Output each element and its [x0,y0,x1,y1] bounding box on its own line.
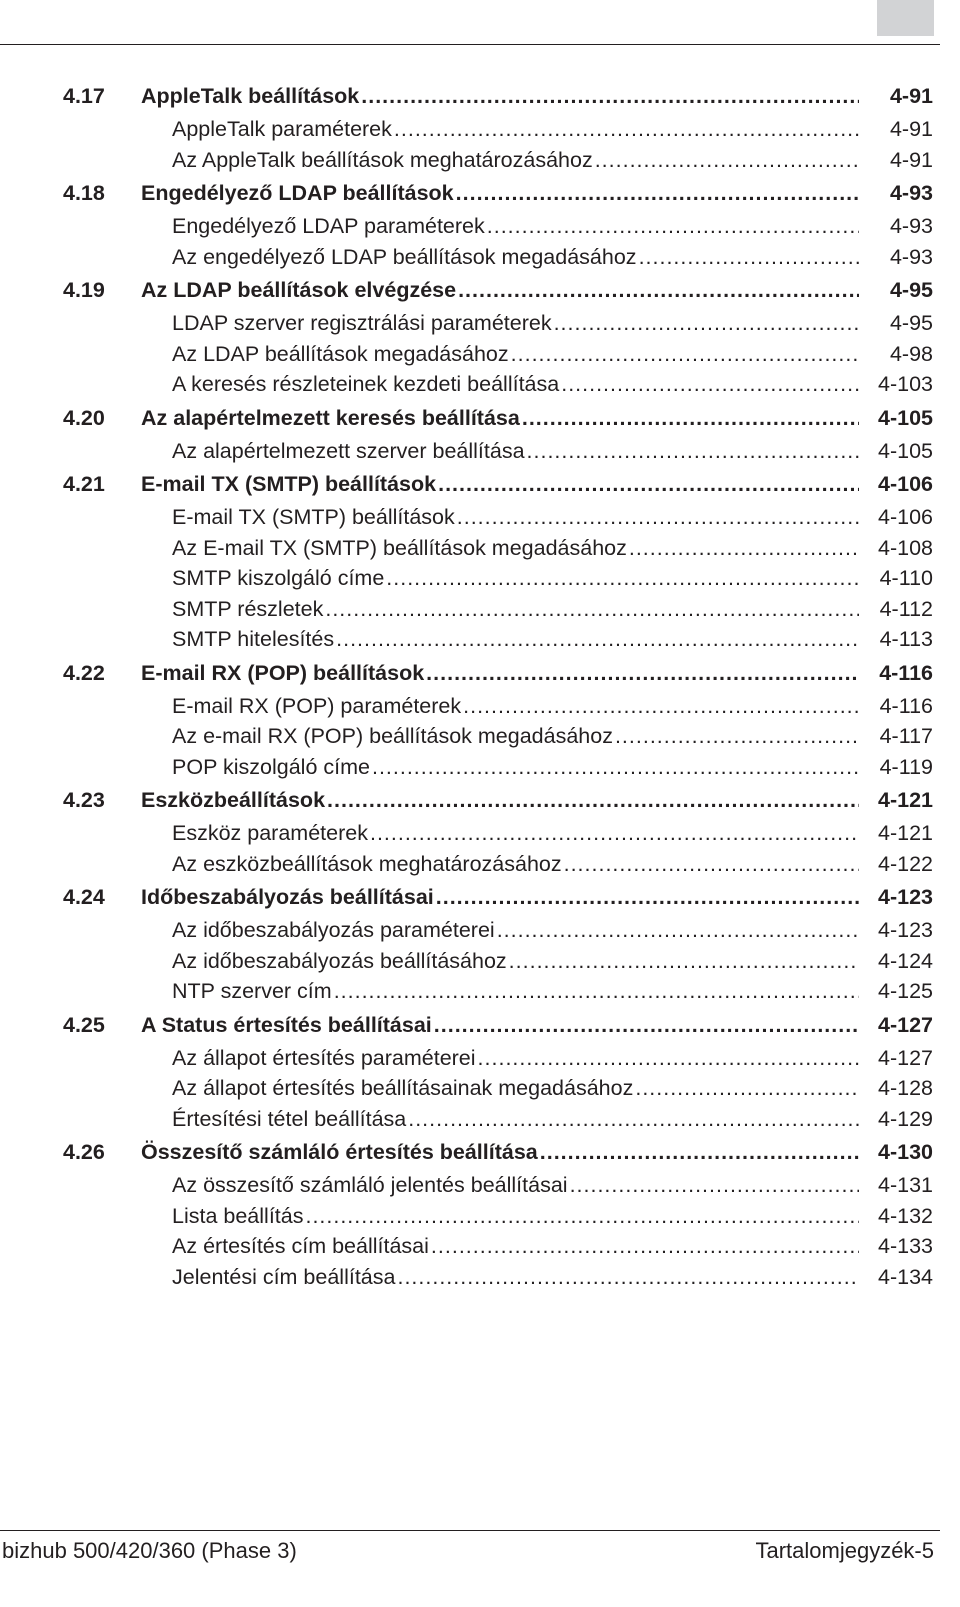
toc-entry[interactable] [63,1046,933,1077]
dot-leader [564,852,859,877]
footer-product-name: bizhub 500/420/360 (Phase 3) [2,1538,297,1563]
entry-title: Lista beállítás [172,1203,304,1228]
page-number: 4-93 [889,214,933,238]
toc-heading[interactable] [63,788,933,821]
page-number: 4-121 [878,821,933,845]
toc-entry[interactable] [63,1173,933,1204]
toc-section-4-23 [63,788,933,882]
toc-heading[interactable] [63,1140,933,1173]
entry-title: Az E-mail TX (SMTP) beállítások megadásához [172,535,627,560]
dot-leader [635,1076,859,1101]
entry-title: Az értesítés cím beállításai [172,1234,429,1258]
page-number: 4-91 [889,147,933,172]
page-number: 4-117 [879,724,933,748]
footer-rule [0,1530,940,1531]
section-title: Az alapértelmezett keresés beállítása [141,405,520,430]
toc-entry[interactable] [63,597,933,628]
dot-leader [305,1204,859,1229]
page-number: 4-112 [879,596,933,621]
entry-title: A keresés részleteinek kezdeti beállítása [172,372,560,396]
dot-leader [570,1173,859,1198]
page-number: 4-106 [878,505,933,529]
dot-leader [334,979,859,1004]
dot-leader [522,406,859,431]
dot-leader [540,1140,859,1165]
section-title: E-mail TX (SMTP) beállítások [141,472,437,496]
entry-title: Az állapot értesítés beállításainak megadásához [172,1076,634,1100]
entry-title: Engedélyező LDAP paraméterek [172,214,485,238]
toc-entry[interactable] [63,1265,933,1296]
page-number: 4-130 [878,1140,933,1164]
page-number: 4-93 [889,181,933,205]
dot-leader [434,1013,859,1038]
toc-heading[interactable] [63,278,933,311]
page-number: 4-127 [878,1045,933,1070]
page-number: 4-110 [879,566,933,590]
section-number: 4.18 [63,181,105,205]
toc-entry[interactable] [63,1234,933,1265]
page-number: 4-134 [878,1264,933,1289]
page-number: 4-129 [878,1106,933,1131]
page-number: 4-121 [878,788,933,812]
entry-title: Az állapot értesítés paraméterei [172,1045,476,1070]
dot-leader [458,278,859,303]
toc-heading[interactable] [63,885,933,918]
entry-title: Az összesítő számláló jelentés beállításai [172,1173,568,1197]
section-title: E-mail RX (POP) beállítások [141,660,425,685]
dot-leader [436,885,859,910]
section-title: A Status értesítés beállításai [141,1012,432,1037]
dot-leader [509,949,859,974]
section-title: Összesítő számláló értesítés beállítása [141,1140,538,1164]
dot-leader [595,148,859,173]
page-number: 4-105 [878,438,933,463]
page-number: 4-91 [889,84,933,108]
toc-entry[interactable] [63,214,933,245]
toc-entry[interactable] [63,566,933,597]
dot-leader [394,117,859,142]
page-number: 4-95 [889,311,933,335]
dot-leader [527,439,859,464]
toc-entry[interactable] [63,694,933,725]
toc-section-4-21 [63,472,933,658]
page-number: 4-122 [878,851,933,876]
toc-heading[interactable] [63,84,933,117]
toc-entry[interactable] [63,1204,933,1235]
toc-entry[interactable] [63,311,933,342]
entry-title: Eszköz paraméterek [172,821,368,845]
section-number: 4.20 [63,405,105,430]
toc-entry[interactable] [63,245,933,276]
dot-leader [370,821,859,846]
page-number: 4-103 [878,372,933,396]
dot-leader [554,311,859,336]
dot-leader [463,694,859,719]
toc-heading[interactable] [63,661,933,694]
toc-entry[interactable] [63,979,933,1010]
entry-title: LDAP szerver regisztrálási paraméterek [172,311,552,335]
section-number: 4.23 [63,788,105,812]
dot-leader [426,661,859,686]
entry-title: POP kiszolgáló címe [172,754,370,779]
dot-leader [325,597,859,622]
entry-title: Az AppleTalk beállítások meghatározásához [172,147,593,172]
section-number: 4.21 [63,472,105,496]
page-corner-tab [877,0,934,36]
entry-title: SMTP hitelesítés [172,627,335,651]
entry-title: E-mail RX (POP) paraméterek [172,693,462,718]
toc-entry[interactable] [63,342,933,373]
dot-leader [372,755,859,780]
section-number: 4.25 [63,1012,105,1037]
toc-entry[interactable] [63,724,933,755]
toc-section-4-17 [63,84,933,178]
page-number: 4-132 [878,1203,933,1228]
page-number: 4-105 [878,405,933,430]
dot-leader [361,84,859,109]
section-title: AppleTalk beállítások [141,84,360,108]
entry-title: Az LDAP beállítások megadásához [172,341,509,366]
section-title: Engedélyező LDAP beállítások [141,181,454,205]
toc-entry[interactable] [63,439,933,470]
page-number: 4-113 [879,627,933,651]
page-number: 4-119 [879,754,933,779]
entry-title: Az engedélyező LDAP beállítások megadásához [172,244,637,269]
dot-leader [497,918,859,943]
section-title: Az LDAP beállítások elvégzése [141,278,457,302]
dot-leader [438,472,859,497]
entry-title: AppleTalk paraméterek [172,117,392,141]
dot-leader [478,1046,859,1071]
toc-section-4-19 [63,278,933,403]
dot-leader [431,1234,859,1259]
dot-leader [615,724,859,749]
entry-title: Értesítési tétel beállítása [172,1106,407,1131]
entry-title: Az alapértelmezett szerver beállítása [172,438,525,463]
page-number: 4-128 [878,1076,933,1100]
dot-leader [386,566,859,591]
page-number: 4-123 [878,885,933,909]
toc-heading[interactable] [63,406,933,439]
page-number: 4-93 [889,244,933,269]
page-number: 4-133 [878,1234,933,1258]
section-number: 4.17 [63,84,105,108]
entry-title: Az eszközbeállítások meghatározásához [172,851,562,876]
section-number: 4.26 [63,1140,105,1164]
section-number: 4.24 [63,885,105,909]
page-number: 4-124 [878,948,933,973]
toc-section-4-22 [63,661,933,786]
dot-leader [336,627,859,652]
page-number: 4-98 [889,341,933,366]
toc-section-4-26 [63,1140,933,1295]
page-number: 4-95 [889,278,933,302]
dot-leader [397,1265,859,1290]
toc-entry[interactable] [63,1107,933,1138]
toc-section-4-24 [63,885,933,1010]
section-number: 4.22 [63,660,105,685]
dot-leader [457,505,859,530]
page-number: 4-116 [879,660,933,685]
toc-entry[interactable] [63,372,933,403]
footer-page-label: Tartalomjegyzék-5 [755,1538,934,1563]
toc-entry[interactable] [63,505,933,536]
dot-leader [639,245,859,270]
entry-title: Az időbeszabályozás paraméterei [172,918,495,942]
dot-leader [456,181,859,206]
toc-section-4-18 [63,181,933,275]
page-number: 4-125 [878,979,933,1003]
entry-title: Jelentési cím beállítása [172,1264,396,1289]
page-number: 4-123 [878,918,933,942]
toc-heading[interactable] [63,1013,933,1046]
toc-entry[interactable] [63,627,933,658]
entry-title: SMTP részletek [172,596,324,621]
toc-heading[interactable] [63,181,933,214]
toc-entry[interactable] [63,821,933,852]
header-rule [0,44,940,45]
toc-section-4-25 [63,1013,933,1138]
dot-leader [487,214,859,239]
dot-leader [408,1107,859,1132]
page-number: 4-108 [878,535,933,560]
toc-entry[interactable] [63,755,933,786]
page-number: 4-106 [878,472,933,496]
page-number: 4-127 [878,1012,933,1037]
dot-leader [561,372,859,397]
section-title: Eszközbeállítások [141,788,326,812]
entry-title: NTP szerver cím [172,979,332,1003]
table-of-contents [63,84,933,1298]
toc-entry[interactable] [63,918,933,949]
dot-leader [511,342,859,367]
toc-entry[interactable] [63,148,933,179]
page-number: 4-116 [879,693,933,718]
entry-title: SMTP kiszolgáló címe [172,566,385,590]
toc-entry[interactable] [63,852,933,883]
toc-entry[interactable] [63,1076,933,1107]
dot-leader [629,536,859,561]
page-number: 4-131 [878,1173,933,1197]
toc-heading[interactable] [63,472,933,505]
entry-title: Az e-mail RX (POP) beállítások megadásához [172,724,613,748]
dot-leader [327,788,859,813]
entry-title: Az időbeszabályozás beállításához [172,948,507,973]
toc-entry[interactable] [63,117,933,148]
entry-title: E-mail TX (SMTP) beállítások [172,505,455,529]
section-title: Időbeszabályozás beállításai [141,885,434,909]
page-number: 4-91 [889,117,933,141]
toc-entry[interactable] [63,536,933,567]
toc-section-4-20 [63,406,933,470]
toc-entry[interactable] [63,949,933,980]
section-number: 4.19 [63,278,105,302]
